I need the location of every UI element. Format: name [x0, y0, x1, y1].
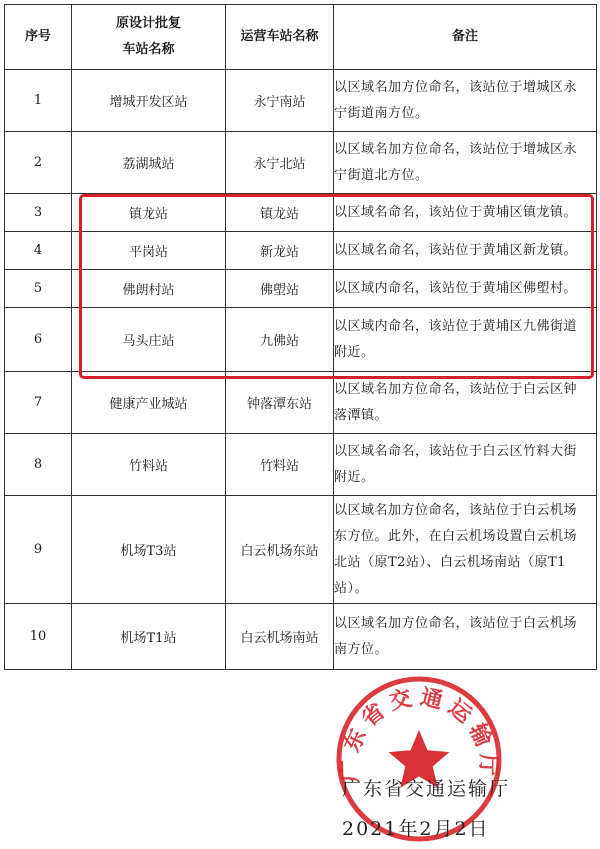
operating-station-name: 九佛站: [226, 308, 334, 372]
row-number: 1: [5, 70, 72, 132]
remarks-line: 以区域名加方位命名，该站位于白云机场: [334, 615, 578, 631]
original-station-name: 健康产业城站: [72, 372, 226, 434]
original-station-name: 增城开发区站: [72, 70, 226, 132]
issuer-name: 广东省交通运输厅: [342, 778, 511, 800]
row-number: 10: [5, 604, 72, 670]
remarks-cell: [334, 70, 597, 132]
remarks-cell: [334, 308, 597, 372]
row-number: 6: [5, 308, 72, 372]
remarks-line: 落潭镇。: [334, 407, 389, 423]
remarks-cell: [334, 496, 597, 604]
remarks-line: 以区域名加方位命名，该站位于增城区永: [334, 141, 578, 157]
operating-station-name: 钟落潭东站: [226, 372, 334, 434]
table-row: [5, 270, 597, 308]
table-row: [5, 434, 597, 496]
station-rename-table: [4, 4, 597, 670]
remarks-line: 以区域内命名，该站位于黄埔区佛塱村。: [334, 280, 578, 296]
original-station-name: 马头庄站: [72, 308, 226, 372]
table-row: [5, 604, 597, 670]
remarks-cell: [334, 194, 597, 232]
remarks-line: 附近。: [334, 469, 375, 485]
row-number: 3: [5, 194, 72, 232]
remarks-line: 南方位。: [334, 641, 389, 657]
original-station-name: 竹料站: [72, 434, 226, 496]
table-row: [5, 496, 597, 604]
operating-station-name: 白云机场南站: [226, 604, 334, 670]
remarks-cell: [334, 232, 597, 270]
header-original-line2: 车站名称: [122, 42, 175, 57]
remarks-cell: [334, 434, 597, 496]
remarks-cell: [334, 604, 597, 670]
remarks-cell: [334, 372, 597, 434]
row-number: 7: [5, 372, 72, 434]
operating-station-name: 永宁北站: [226, 132, 334, 194]
remarks-line: 附近。: [334, 344, 375, 360]
row-number: 4: [5, 232, 72, 270]
operating-station-name: 竹料站: [226, 434, 334, 496]
row-number: 8: [5, 434, 72, 496]
remarks-line: 站）。: [334, 580, 369, 596]
table-header-row: [5, 5, 597, 70]
original-station-name: 镇龙站: [72, 194, 226, 232]
remarks-line: 以区域名加方位命名，该站位于增城区永: [334, 79, 578, 95]
original-station-name: 机场T1站: [72, 604, 226, 670]
seal-text: 广东省交通运输厅: [337, 684, 501, 783]
table-body: [5, 70, 597, 670]
operating-station-name: 新龙站: [226, 232, 334, 270]
header-operating-name: 运营车站名称: [226, 5, 334, 70]
remarks-line: 以区域名加方位命名，该站位于白云区钟: [334, 381, 578, 397]
remarks-line: 宁街道北方位。: [334, 167, 429, 183]
header-no: 序号: [5, 5, 72, 70]
remarks-line: 以区域名命名，该站位于白云区竹料大街: [334, 443, 578, 459]
table-row: [5, 232, 597, 270]
remarks-line: 以区域名命名，该站位于黄埔区镇龙镇。: [334, 204, 578, 220]
header-remarks: 备注: [334, 5, 597, 70]
remarks-line: 宁街道南方位。: [334, 105, 429, 121]
issue-date: 2021年2月2日: [342, 818, 490, 840]
original-station-name: 机场T3站: [72, 496, 226, 604]
operating-station-name: 白云机场东站: [226, 496, 334, 604]
remarks-cell: [334, 270, 597, 308]
row-number: 2: [5, 132, 72, 194]
remarks-line: 东方位。此外，在白云机场设置白云机场: [334, 528, 578, 544]
header-original-line1: 原设计批复: [115, 16, 181, 31]
remarks-line: 以区域名加方位命名，该站位于白云机场: [334, 502, 578, 518]
original-station-name: 佛朗村站: [72, 270, 226, 308]
remarks-line: 以区域内命名，该站位于黄埔区九佛街道: [334, 318, 578, 334]
table-row: [5, 70, 597, 132]
operating-station-name: 永宁南站: [226, 70, 334, 132]
operating-station-name: 佛塱站: [226, 270, 334, 308]
remarks-line: 以区域名命名，该站位于黄埔区新龙镇。: [334, 242, 578, 258]
remarks-line: 北站（原T2站）、白云机场南站（原T1: [334, 554, 566, 570]
original-station-name: 荔湖城站: [72, 132, 226, 194]
row-number: 5: [5, 270, 72, 308]
header-original-name: [72, 5, 226, 70]
row-number: 9: [5, 496, 72, 604]
original-station-name: 平岗站: [72, 232, 226, 270]
remarks-cell: [334, 132, 597, 194]
table-row: [5, 132, 597, 194]
table-row: [5, 308, 597, 372]
operating-station-name: 镇龙站: [226, 194, 334, 232]
table-row: [5, 194, 597, 232]
table-row: [5, 372, 597, 434]
